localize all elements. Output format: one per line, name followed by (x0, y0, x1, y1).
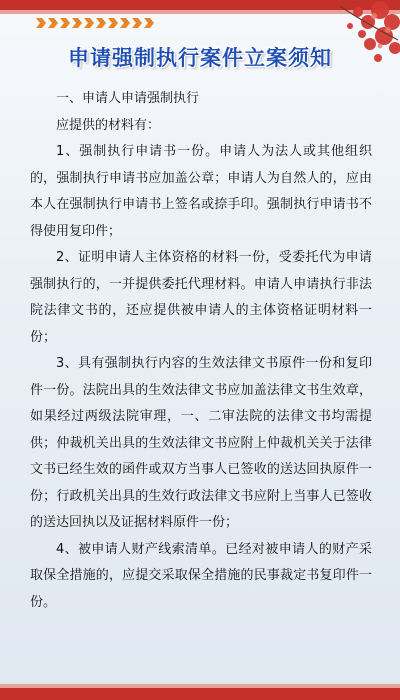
item-2: 2、证明申请人主体资格的材料一份，受委托代为申请强制执行的，一并提供委托代理材料。申请人申请执行非法院法律文书的，还应提供被申请人的主体资格证明材料一份； (30, 250, 372, 345)
item-1: 1、强制执行申请书一份。申请人为法人或其他组织的，强制执行申请书应加盖公章；申请人为自然人的，应由本人在强制执行申请书上签名或捺手印。强制执行申请书不得使用复印件； (30, 144, 372, 239)
decorative-arrows (36, 18, 154, 28)
notice-content (30, 86, 372, 616)
section-subheading: 应提供的材料有： (56, 117, 161, 133)
bottom-band (0, 688, 400, 700)
section-heading: 一、申请人申请强制执行 (56, 91, 200, 106)
page-title: 申请强制执行案件立案须知 (68, 46, 332, 70)
item-4: 4、被申请人财产线索清单。已经对被申请人的财产采取保全措施的，应提交采取保全措施的民事裁定书复印件一份。 (30, 541, 372, 610)
item-3: 3、具有强制执行内容的生效法律文书原件一份和复印件一份。法院出具的生效法律文书应加盖法律文书生效章，如果经过两级法院审理，一、二审法院的法律文书均需提供；仲裁机关出具的生效法律文书应附上仲裁机关关于法律文书已经生效的函件或双方当事人已签收的送达回执原件一份；行政机关出具的生效行政法律文书应附上当事人已签收的送达回执以及证据材料原件一份； (30, 356, 372, 530)
